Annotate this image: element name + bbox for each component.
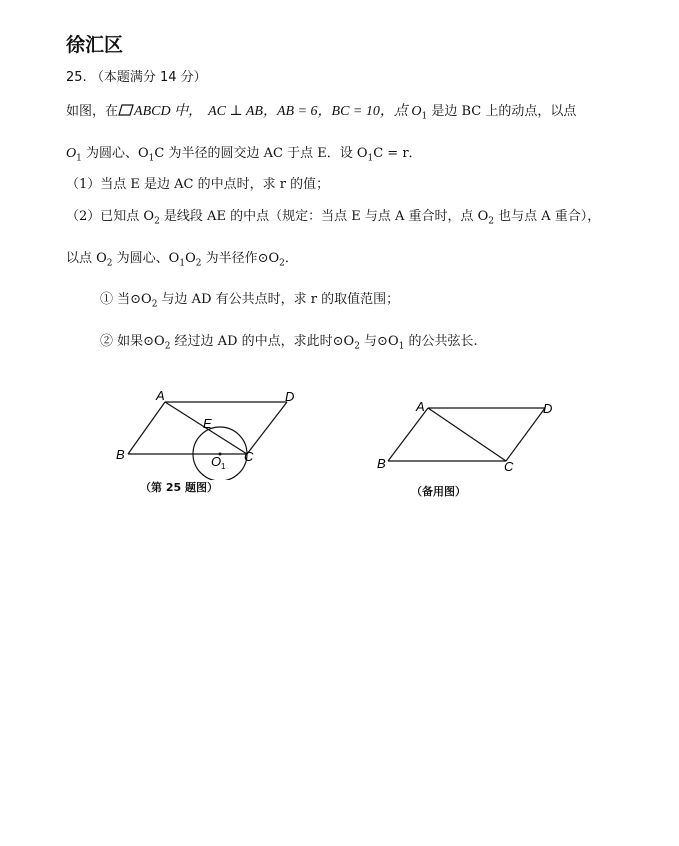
problem-heading <box>66 66 207 85</box>
q2-d: 的公共弦长. <box>404 334 478 349</box>
line6-c: O <box>185 251 196 266</box>
intro-text-a: 如图，在 <box>66 104 119 119</box>
problem-line2 <box>66 142 422 164</box>
label-A: A <box>416 399 425 414</box>
label-D: D <box>543 401 553 416</box>
label-B: B <box>377 456 386 471</box>
caption-spare: （备用图） <box>411 485 466 498</box>
edge-CD <box>247 402 287 454</box>
sub-2: 2 <box>488 216 495 227</box>
question-circle-1 <box>100 288 399 310</box>
line6-a: 以点 O <box>66 251 107 266</box>
sub-2: 2 <box>354 341 360 352</box>
diagonal-AC <box>428 408 506 461</box>
sub2-b: 是线段 AE 的中点（规定：当点 E 与点 A 重合时，点 O <box>159 209 489 224</box>
label-E: E <box>203 416 212 431</box>
parallelogram-icon <box>118 104 134 116</box>
line6-e: ． <box>284 251 298 266</box>
sub-2: 2 <box>195 258 202 269</box>
line2-c: C 为半径的圆交边 AC 于点 E．设 O <box>154 146 368 161</box>
problem-number: 25. <box>66 70 87 85</box>
line2-b: 为圆心、O <box>81 146 149 161</box>
intro-text-c: AC ⊥ AB，AB = 6，BC = 10，点 O <box>208 104 422 119</box>
line2-a: O <box>66 146 77 161</box>
sub2-c: 也与点 A 重合）， <box>494 209 601 224</box>
subquestion-1: （1）当点 E 是边 AC 的中点时，求 r 的值； <box>66 177 330 192</box>
q1-a: ① 当⊙O <box>100 292 152 307</box>
sub-2: 2 <box>151 299 158 310</box>
score-note: （本题满分 14 分） <box>90 70 207 85</box>
subquestion-2 <box>66 205 600 227</box>
subquestion-2-cont <box>66 247 298 269</box>
sub-1: 1 <box>148 153 155 164</box>
label-O1-sub: 1 <box>221 462 226 471</box>
sub-1: 1 <box>179 258 186 269</box>
sub-2: 2 <box>164 341 171 352</box>
sub-1: 1 <box>76 153 82 164</box>
sub-2: 2 <box>154 216 160 227</box>
label-B: B <box>116 447 125 462</box>
edge-CD <box>506 408 545 461</box>
region-title: 徐汇区 <box>66 34 124 56</box>
q2-a: ② 如果⊙O <box>100 334 165 349</box>
label-O1: O <box>211 454 222 469</box>
intro-text-b: ABCD 中， <box>134 104 203 119</box>
line6-b: 为圆心、O <box>112 251 180 266</box>
edge-AB <box>388 408 428 461</box>
label-D: D <box>285 389 295 404</box>
sub2-a: （2）已知点 O <box>66 209 155 224</box>
intro-text-d: 是边 BC 上的动点，以点 <box>427 104 577 119</box>
label-C: C <box>244 449 254 464</box>
q2-b: 经过边 AD 的中点，求此时⊙O <box>170 334 355 349</box>
line6-d: 为半径作⊙O <box>201 251 280 266</box>
problem-intro <box>66 100 576 122</box>
label-A: A <box>156 388 165 403</box>
q2-c: 与⊙O <box>359 334 399 349</box>
sub-1: 1 <box>367 153 374 164</box>
question-circle-2 <box>100 330 478 352</box>
edge-AB <box>128 402 165 454</box>
label-C: C <box>504 459 514 474</box>
figure-spare <box>373 395 573 475</box>
q1-b: 与边 AD 有公共点时，求 r 的取值范围； <box>157 292 400 307</box>
figure-main <box>110 385 310 480</box>
sub-1: 1 <box>421 111 428 122</box>
caption-main: （第 25 题图） <box>140 481 218 494</box>
sub-2: 2 <box>279 258 285 269</box>
sub-2: 2 <box>106 258 113 269</box>
sub-1: 1 <box>398 341 405 352</box>
line2-d: C = r． <box>373 146 422 161</box>
